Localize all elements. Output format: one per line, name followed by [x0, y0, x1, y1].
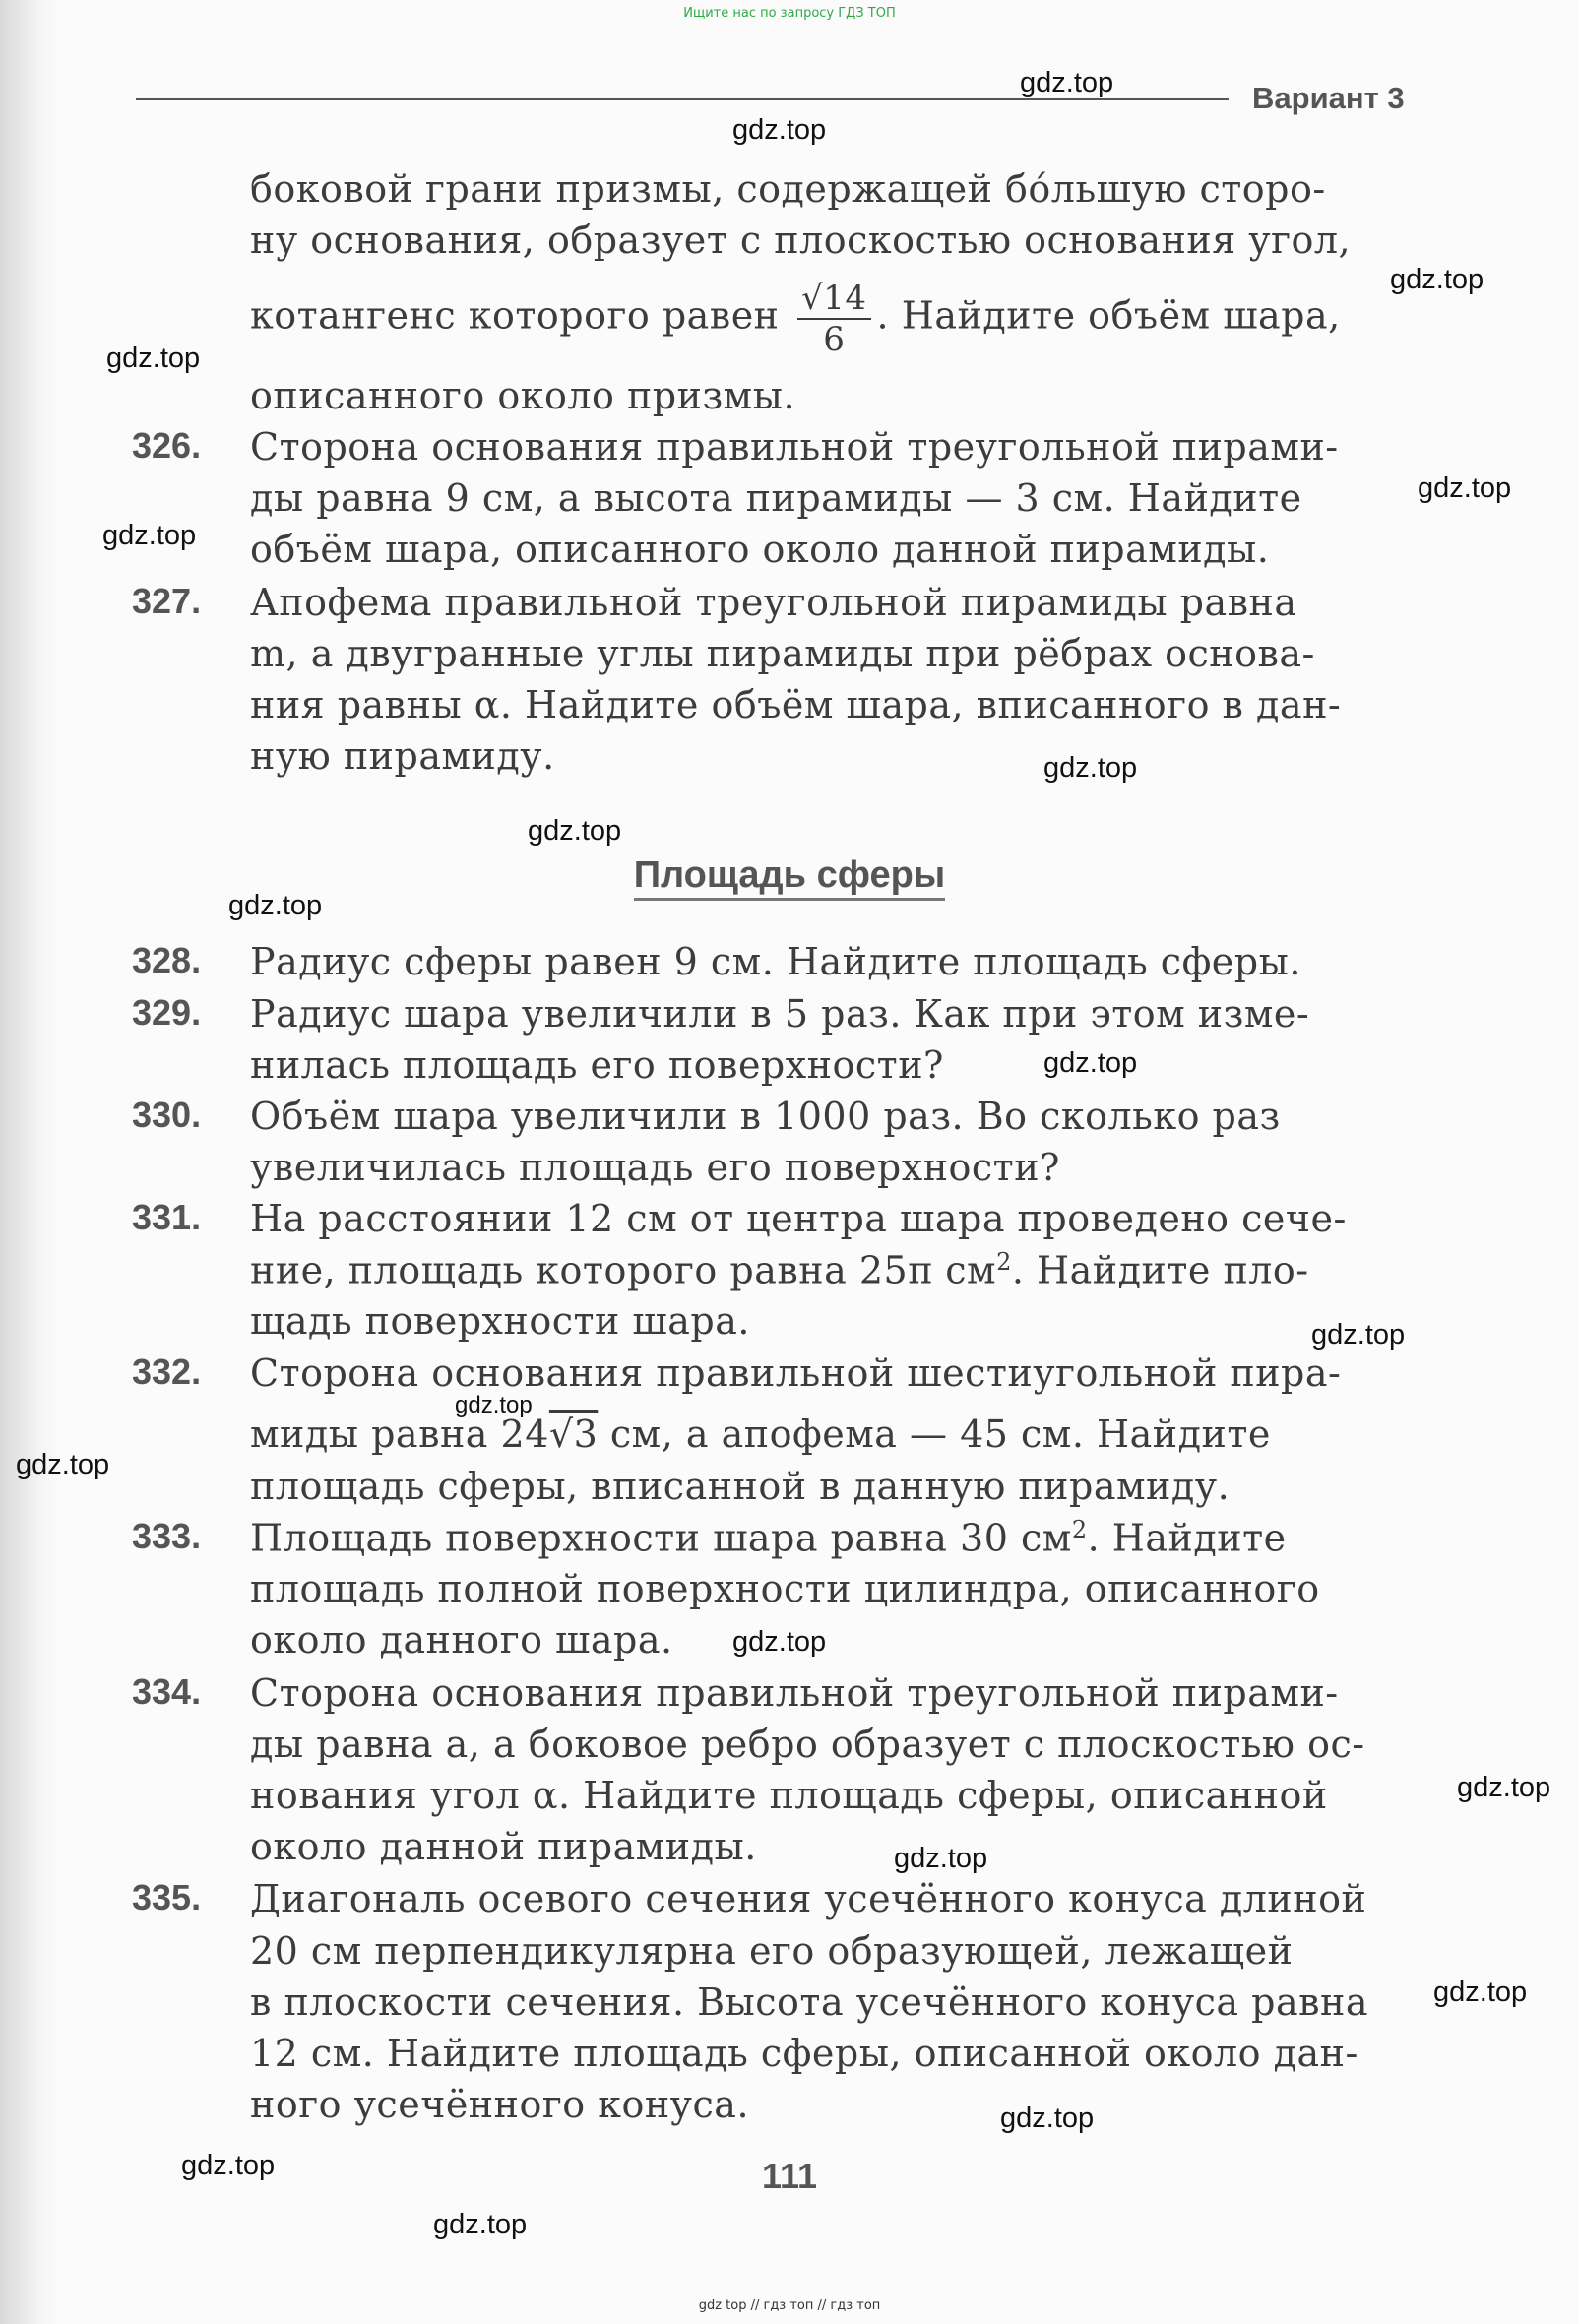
p330-line-1: Объём шара увеличили в 1000 раз. Во сколько раз [250, 1095, 1281, 1138]
p329-line-2: нилась площадь его поверхности? [250, 1043, 944, 1087]
problem-number-326: 326. [132, 425, 202, 466]
variant-label: Вариант 3 [1252, 81, 1405, 115]
watermark: gdz.top [228, 890, 323, 921]
p325-line-1: боковой грани призмы, содержащей бо́льшую сторо- [250, 167, 1326, 211]
watermark: gdz.top [1020, 67, 1114, 98]
p335-line-5: ного усечённого конуса. [250, 2083, 750, 2126]
watermark: gdz.top [1043, 752, 1138, 784]
p334-line-4: около данной пирамиды. [250, 1825, 757, 1868]
p331-superscript: 2 [996, 1248, 1012, 1276]
p331-line-1: На расстоянии 12 см от центра шара проведено сече- [250, 1197, 1347, 1240]
p331-line-2 [250, 1248, 1309, 1292]
top-watermark: Ищите нас по запросу ГДЗ ТОП [683, 6, 896, 21]
p330-line-2: увеличилась площадь его поверхности? [250, 1146, 1060, 1189]
watermark: gdz.top [106, 343, 201, 374]
p325-line-3 [250, 279, 1341, 359]
problem-number-331: 331. [132, 1197, 202, 1237]
p329-line-1: Радиус шара увеличили в 5 раз. Как при этом изме- [250, 992, 1310, 1036]
p332-line-1: Сторона основания правильной шестиугольной пира- [250, 1351, 1342, 1395]
p333-line-2: площадь полной поверхности цилиндра, описанного [250, 1567, 1320, 1610]
p327-line-1: Апофема правильной треугольной пирамиды равна [250, 581, 1297, 624]
p325-line-2: ну основания, образует с плоскостью основания угол, [250, 219, 1352, 262]
p334-line-1: Сторона основания правильной треугольной пирами- [250, 1671, 1339, 1715]
p326-line-3: объём шара, описанного около данной пирамиды. [250, 528, 1270, 571]
watermark: gdz.top [1043, 1047, 1138, 1079]
p331-line-2b: . Найдите пло- [1011, 1248, 1309, 1292]
watermark: gdz.top [181, 2150, 276, 2181]
p335-line-1: Диагональ осевого сечения усечённого конуса длиной [250, 1877, 1367, 1920]
problem-number-329: 329. [132, 992, 202, 1033]
p331-line-2a: ние, площадь которого равна 25π см [250, 1248, 997, 1292]
p325-line-4: описанного около призмы. [250, 374, 796, 417]
p332-line-2a: миды равна 24 [250, 1413, 549, 1456]
p326-line-2: ды равна 9 см, а высота пирамиды — 3 см. Найдите [250, 476, 1302, 520]
problem-number-334: 334. [132, 1671, 202, 1712]
p332-line-3: площадь сферы, вписанной в данную пирамиду. [250, 1465, 1231, 1508]
watermark: gdz.top [16, 1449, 110, 1480]
watermark: gdz.top [1457, 1772, 1551, 1803]
p333-line-3: около данного шара. [250, 1618, 673, 1662]
watermark: gdz.top [1311, 1319, 1406, 1350]
watermark: gdz.top [1000, 2103, 1095, 2134]
page-number: 111 [761, 2156, 818, 2196]
p333-line-1b: . Найдите [1087, 1516, 1287, 1560]
p325-line-3b: . Найдите объём шара, [876, 293, 1341, 338]
p333-line-1a: Площадь поверхности шара равна 30 см [250, 1516, 1072, 1560]
watermark: gdz.top [433, 2209, 528, 2240]
p325-line-3a: котангенс которого равен [250, 293, 780, 338]
watermark: gdz.top [1390, 264, 1484, 295]
problem-number-328: 328. [132, 940, 202, 980]
watermark: gdz.top [1433, 1977, 1528, 2008]
p328-line-1: Радиус сферы равен 9 см. Найдите площадь сферы. [250, 940, 1301, 983]
fraction-numerator: √14 [797, 279, 870, 320]
watermark: gdz.top [732, 114, 827, 146]
fraction-denominator: 6 [823, 320, 846, 359]
p335-line-2: 20 см перпендикулярна его образующей, лежащей [250, 1929, 1294, 1973]
problem-number-327: 327. [132, 581, 202, 621]
p335-line-3: в плоскости сечения. Высота усечённого конуса равна [250, 1980, 1369, 2024]
p333-superscript: 2 [1071, 1516, 1088, 1543]
p331-line-3: щадь поверхности шара. [250, 1299, 750, 1343]
cotangent-fraction [797, 279, 870, 359]
page-spine-shadow [0, 0, 59, 2324]
bottom-watermark: gdz top // гдз топ // гдз топ [698, 2298, 881, 2313]
p334-line-3: нования угол α. Найдите площадь сферы, описанной [250, 1774, 1328, 1817]
problem-number-335: 335. [132, 1877, 202, 1917]
problem-number-332: 332. [132, 1351, 202, 1392]
p326-line-1: Сторона основания правильной треугольной пирами- [250, 425, 1339, 469]
watermark: gdz.top [732, 1626, 827, 1658]
p332-line-2 [250, 1413, 1271, 1456]
watermark: gdz.top [894, 1843, 988, 1874]
p335-line-4: 12 см. Найдите площадь сферы, описанной около дан- [250, 2032, 1358, 2075]
p334-line-2: ды равна a, а боковое ребро образует с плоскостью ос- [250, 1723, 1365, 1766]
p327-line-2: m, а двугранные углы пирамиды при рёбрах основа- [250, 632, 1315, 675]
p327-line-4: ную пирамиду. [250, 734, 555, 778]
watermark: gdz.top [528, 815, 622, 847]
p333-line-1 [250, 1516, 1287, 1560]
p327-line-3: ния равны α. Найдите объём шара, вписанного в дан- [250, 683, 1342, 726]
watermark: gdz.top [455, 1392, 533, 1418]
section-title-text: Площадь сферы [634, 854, 946, 901]
p332-radical: √3 [548, 1413, 599, 1456]
watermark: gdz.top [102, 520, 197, 551]
problem-number-330: 330. [132, 1095, 202, 1135]
problem-number-333: 333. [132, 1516, 202, 1556]
watermark: gdz.top [1418, 472, 1512, 504]
p332-line-2b: см, а апофема — 45 см. Найдите [598, 1413, 1271, 1456]
